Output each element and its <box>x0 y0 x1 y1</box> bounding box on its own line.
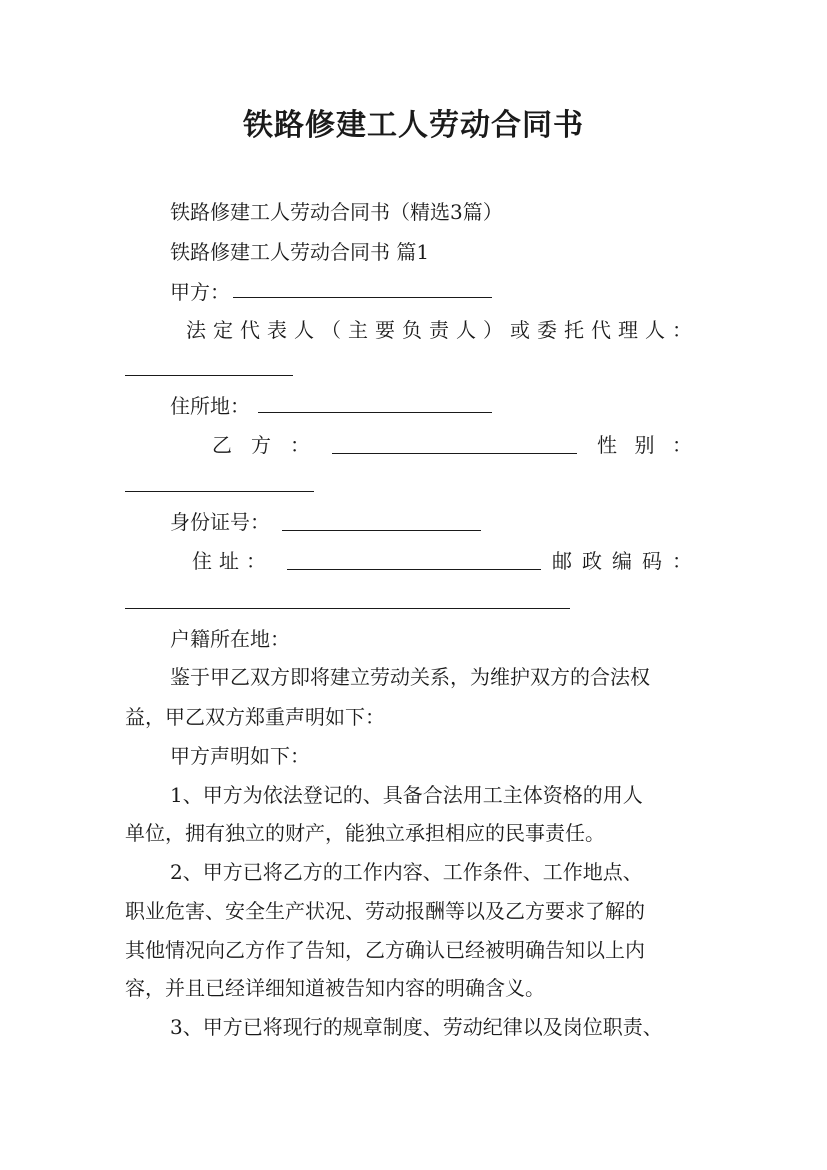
label-char: 代 <box>240 318 260 342</box>
label-char: 性 <box>597 433 617 457</box>
label-char: 编 <box>612 549 632 573</box>
item-2-line-4: 容，并且已经详细知道被告知内容的明确含义。 <box>125 976 545 1000</box>
label-char: ： <box>672 433 692 457</box>
label-char: ： <box>672 549 692 573</box>
subtitle-line: 铁路修建工人劳动合同书（精选3篇） <box>170 200 503 224</box>
item-2-line-1: 2、甲方已将乙方的工作内容、工作条件、工作地点、 <box>170 860 643 884</box>
label-char: 别 <box>634 433 655 457</box>
household-label: 户籍所在地： <box>170 627 290 651</box>
party-b-label <box>212 430 310 460</box>
label-char: 理 <box>618 318 638 342</box>
label-char: 责 <box>429 318 449 342</box>
label-char: ） <box>483 318 503 342</box>
label-char: ： <box>672 318 692 342</box>
label-char: 主 <box>348 318 368 342</box>
item-3-line-1: 3、甲方已将现行的规章制度、劳动纪律以及岗位职责、 <box>170 1015 663 1039</box>
label-char: 代 <box>591 318 611 342</box>
label-char: 人 <box>645 318 665 342</box>
label-char: 址 <box>219 549 239 573</box>
label-char: 委 <box>537 318 557 342</box>
label-char: 邮 <box>552 549 572 573</box>
label-char: 码 <box>642 549 662 573</box>
label-char: 方 <box>251 433 271 457</box>
label-char: 定 <box>213 318 233 342</box>
label-char: 人 <box>294 318 314 342</box>
party-a-label: 甲方： <box>170 280 230 304</box>
postcode-label <box>552 546 692 576</box>
gender-blank <box>125 491 314 492</box>
address-a-label: 住所地： <box>170 394 250 418</box>
item-1-line-2: 单位，拥有独立的财产，能独立承担相应的民事责任。 <box>125 821 605 845</box>
gender-label <box>597 430 692 460</box>
intro-line-2: 益，甲乙双方郑重声明如下： <box>125 705 385 729</box>
label-char: 表 <box>267 318 287 342</box>
label-char: 人 <box>456 318 476 342</box>
label-char: 要 <box>375 318 395 342</box>
label-char: ： <box>290 433 310 457</box>
address-a-blank <box>258 412 492 413</box>
document-title: 铁路修建工人劳动合同书 <box>243 108 584 143</box>
legal-rep-blank <box>125 375 293 376</box>
postcode-blank <box>125 608 570 609</box>
item-1-line-1: 1、甲方为依法登记的、具备合法用工主体资格的用人 <box>170 783 643 807</box>
label-char: 或 <box>510 318 530 342</box>
label-char: （ <box>321 318 341 342</box>
party-b-blank <box>332 453 577 454</box>
address-b-label <box>192 546 266 576</box>
item-2-line-2: 职业危害、安全生产状况、劳动报酬等以及乙方要求了解的 <box>125 899 645 923</box>
label-char: 法 <box>186 318 206 342</box>
label-char: 住 <box>192 549 212 573</box>
address-b-blank <box>287 569 541 570</box>
declare-a-heading: 甲方声明如下： <box>170 744 310 768</box>
id-number-blank <box>282 530 481 531</box>
item-2-line-3: 其他情况向乙方作了告知，乙方确认已经被明确告知以上内 <box>125 938 645 962</box>
party-a-blank <box>233 297 492 298</box>
legal-rep-label <box>186 315 692 345</box>
id-number-label: 身份证号： <box>170 510 270 534</box>
label-char: 乙 <box>212 433 232 457</box>
intro-line-1: 鉴于甲乙双方即将建立劳动关系，为维护双方的合法权 <box>170 665 650 689</box>
label-char: 负 <box>402 318 422 342</box>
part-heading: 铁路修建工人劳动合同书 篇1 <box>170 240 430 264</box>
label-char: 政 <box>582 549 602 573</box>
label-char: 托 <box>564 318 584 342</box>
label-char: ： <box>246 549 266 573</box>
